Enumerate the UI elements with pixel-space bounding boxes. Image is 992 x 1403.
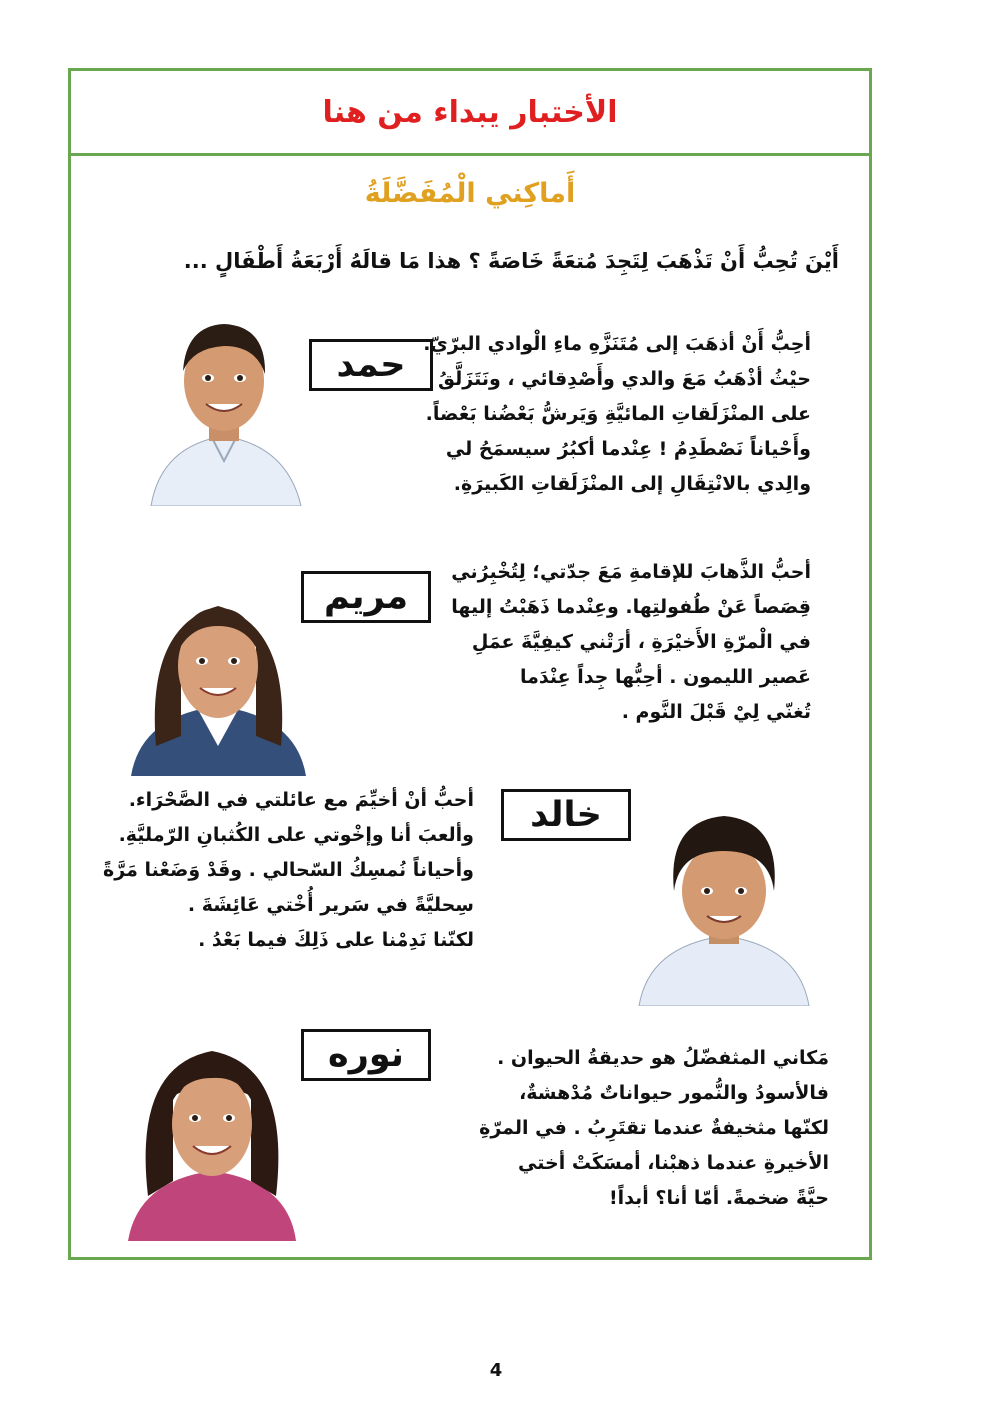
paragraph-noura [479,1041,829,1216]
page-frame [68,68,872,1260]
text-line: لكنّنا نَدِمْنا على ذَلِكَ فيما بَعْدُ . [198,929,474,951]
girl-portrait-illustration [116,546,321,776]
text-line: وأَحْياناً نَصْطَدِمُ ! عِنْدما أكبُرُ سيسمَحُ لي [445,438,811,460]
text-line: لكنّها مثخيفةٌ عندما تقتَرِبُ . في المرّةِ [479,1117,829,1139]
text-line: في الْمرّةِ الأَخيْرَةِ ، أرَتْني كيفِيَّةَ عمَلِ [471,631,811,653]
text-line: سِحليَّةً في سَرير أُخْتي عَائِشَةَ . [187,894,474,916]
text-line: أحِبُّ أَنْ أذهَبَ إلى مُتَنَزَّهِ ماءِ الْوادي البرّيّ. [423,333,811,355]
girl-portrait-illustration [123,1006,301,1241]
text-line: عَصير الليمون . أحِبُّها جِداً عِنْدَما [519,666,811,688]
portrait-noura [123,1006,301,1241]
name-box-khalid: خالد [501,789,631,841]
text-line: وألعبَ أنا وإخْوتي على الكُثبانِ الرّمليَّةِ. [118,824,474,846]
page-number: 4 [489,1360,503,1381]
paragraph-maryam [451,555,811,730]
paragraph-hamad [423,327,811,502]
section-title: أَماكِني الْمُفَضَّلَةُ [364,178,576,209]
text-line: أحبُّ أنْ أخيِّمَ مع عائلتي في الصَّحْرَاء. [128,789,474,811]
paragraph-khalid [103,783,474,958]
boy-portrait-illustration [131,296,317,506]
text-line: على المنْزَلَقاتِ المائيَّةِ وَيَرشُّ بَعْضُنا بَعْضاً. [425,403,811,425]
name-box-noura: نوره [301,1029,431,1081]
portrait-maryam [116,546,321,776]
text-line: تُغنّي لِيْ قَبْلَ النَّوم . [621,701,811,723]
name-box-hamad: حمد [309,339,433,391]
header-band [71,71,869,156]
text-line: والِدي بالانْتِقَالِ إلى المنْزَلَقاتِ الكَبيرَةِ. [453,473,811,495]
portrait-hamad [131,296,317,506]
text-line: أحبُّ الذَّهابَ للإقامةِ مَعَ جدّتي؛ لِتُخْبِرُني [451,561,811,583]
intro-text: أَيْنَ تُحِبُّ أَنْ تَذْهَبَ لِتَجِدَ مُتعَةً خَاصَةً ؟ هذا مَا قالَهُ أَرْبَعَةُ أَطْفَالٍ ... [183,249,839,273]
text-line: حيْثُ أذْهَبُ مَعَ والدي وأَصْدِقائي ، ونَتَزَلَّقُ [438,368,811,390]
name-box-maryam: مريم [301,571,431,623]
page-title: الأختبار يبداء من هنا [322,94,618,130]
text-line: فالأسودُ والنُّمور حيواناتٌ مُدْهشةٌ، [519,1082,829,1104]
boy-portrait-illustration [629,796,819,1006]
portrait-khalid [629,796,819,1006]
text-line: قِصَصاً عَنْ طُفولتِها. وعِنْدما ذَهَبْتُ إليها [451,596,811,618]
text-line: مَكاني المثفضّلُ هو حديقةُ الحيوان . [497,1047,829,1069]
text-line: حيَّةً ضخمةً. أمّا أنا؟ أبداً! [609,1187,829,1209]
text-line: الأخيرةِ عندما ذهبْنا، أمسَكَتْ أختي [518,1152,829,1174]
text-line: وأحياناً نُمسِكُ السّحالي . وقَدْ وَضَعْنا مَرَّةً [103,859,474,881]
